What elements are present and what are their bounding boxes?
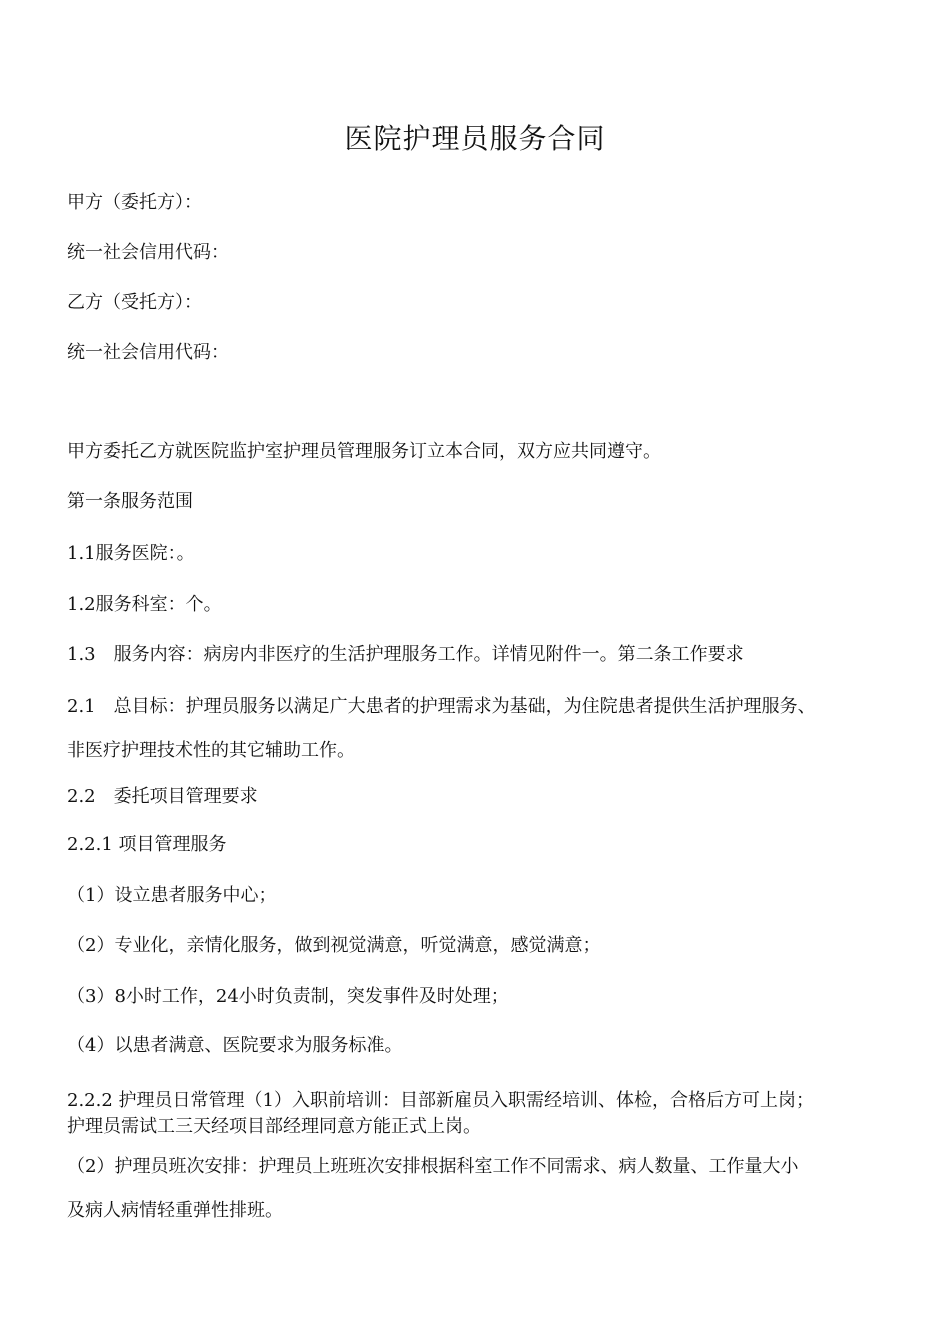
clause-2-2-1: 2.2.1 项目管理服务	[67, 834, 227, 855]
clause-2-2: 2.2 委托项目管理要求	[67, 786, 258, 807]
document-title: 医院护理员服务合同	[344, 122, 606, 155]
party-a-credit-code-label: 统一社会信用代码：	[67, 242, 229, 263]
clause-2-2-2	[67, 1088, 907, 1140]
clause-2-1	[67, 694, 907, 764]
clause-2-1-line-1: 2.1 总目标：护理员服务以满足广大患者的护理需求为基础，为住院患者提供生活护理服务、	[67, 696, 816, 717]
party-b-credit-code-label: 统一社会信用代码：	[67, 342, 229, 363]
party-a-label: 甲方（委托方）：	[67, 192, 202, 213]
clause-1-2: 1.2服务科室：个。	[67, 594, 222, 615]
clause-2-2-2-line-2: 护理员需试工三天经项目部经理同意方能正式上岗。	[67, 1116, 481, 1137]
list-item-2: （2）专业化，亲情化服务，做到视觉满意，听觉满意，感觉满意；	[67, 935, 601, 956]
clause-1-1: 1.1服务医院：。	[67, 543, 195, 564]
clause-2-2-2-shift	[67, 1154, 907, 1224]
list-item-1: （1）设立患者服务中心；	[67, 885, 277, 906]
clause-1-3: 1.3 服务内容：病房内非医疗的生活护理服务工作。详情见附件一。第二条工作要求	[67, 644, 744, 665]
clause-2-1-line-2: 非医疗护理技术性的其它辅助工作。	[67, 740, 355, 761]
list-item-3: （3）8小时工作，24小时负责制，突发事件及时处理；	[67, 986, 509, 1007]
clause-2-2-2-shift-line-1: （2）护理员班次安排：护理员上班班次安排根据科室工作不同需求、病人数量、工作量大小	[67, 1156, 799, 1177]
intro-paragraph: 甲方委托乙方就医院监护室护理员管理服务订立本合同，双方应共同遵守。	[67, 441, 661, 462]
clause-2-2-2-line-1: 2.2.2 护理员日常管理（1）入职前培训：目部新雇员入职需经培训、体检，合格后方可上岗；	[67, 1090, 814, 1111]
clause-2-2-2-shift-line-2: 及病人病情轻重弹性排班。	[67, 1200, 283, 1221]
list-item-4: （4）以患者满意、医院要求为服务标准。	[67, 1035, 403, 1056]
party-b-label: 乙方（受托方）：	[67, 292, 202, 313]
article-1-heading: 第一条服务范围	[67, 491, 193, 512]
